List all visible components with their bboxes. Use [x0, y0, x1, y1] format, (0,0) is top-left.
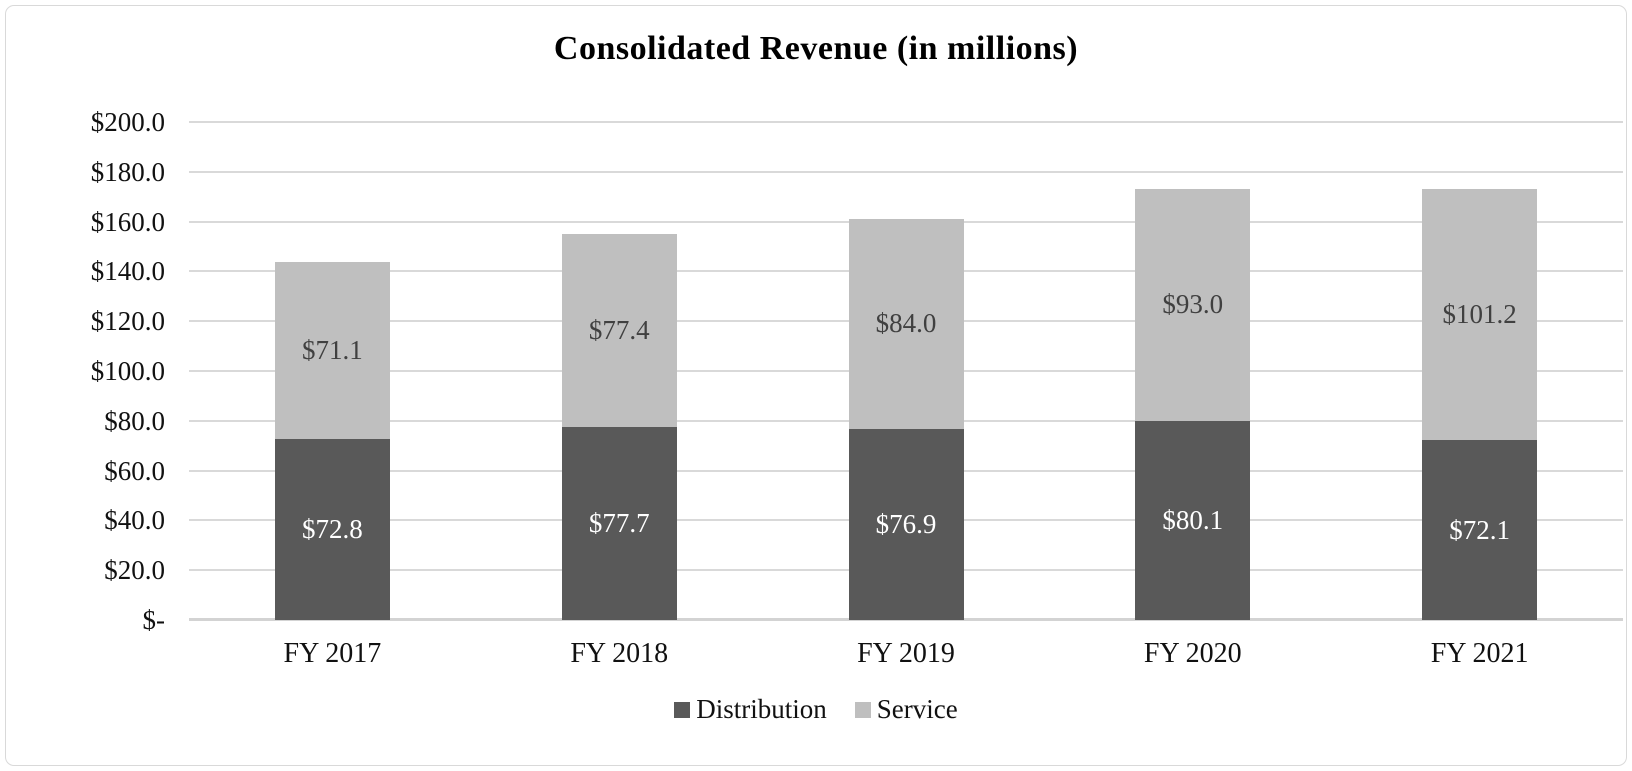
legend-swatch-service-icon	[855, 702, 871, 718]
y-tick-label: $40.0	[104, 505, 165, 536]
x-tick-label: FY 2018	[570, 638, 669, 669]
y-tick-label: $-	[142, 605, 165, 635]
y-tick-label: $20.0	[104, 555, 165, 586]
legend-label: Service	[876, 694, 958, 724]
bar-label: $101.2	[1442, 298, 1517, 329]
bar-label: $84.0	[875, 308, 937, 339]
bar-fy-2021	[1422, 189, 1537, 621]
legend-item-service	[855, 694, 958, 725]
legend	[0, 694, 1632, 725]
x-tick-label: FY 2019	[857, 638, 955, 669]
legend-label: Distribution	[696, 694, 827, 724]
bar-fy-2017	[275, 262, 390, 620]
bar-label: $71.1	[302, 334, 363, 365]
bar-label: $77.7	[588, 507, 650, 538]
y-tick-label: $100.0	[90, 356, 165, 386]
bar-segment-distribution	[1135, 421, 1250, 620]
x-tick-label: FY 2020	[1143, 638, 1242, 669]
gridline	[189, 171, 1623, 173]
bar-segment-distribution	[562, 427, 677, 620]
bar-label: $72.8	[302, 513, 363, 544]
y-tick-label: $140.0	[90, 256, 165, 287]
y-tick-label: $120.0	[90, 306, 165, 337]
bar-label: $72.1	[1449, 514, 1510, 545]
bar-label: $77.4	[588, 314, 650, 345]
bar-label: $93.0	[1162, 289, 1224, 320]
plot-area	[189, 122, 1623, 620]
bar-fy-2019	[849, 219, 964, 620]
y-tick-label: $180.0	[90, 156, 165, 187]
y-tick-label: $160.0	[90, 206, 165, 237]
bar-fy-2020	[1135, 189, 1250, 620]
legend-item-distribution	[674, 694, 827, 725]
bar-label: $80.1	[1162, 504, 1224, 535]
gridline	[189, 121, 1623, 123]
bar-segment-service	[1135, 189, 1250, 421]
bar-segment-service	[849, 219, 964, 428]
bar-fy-2018	[562, 234, 677, 620]
bar-segment-service	[1422, 189, 1537, 441]
bar-segment-distribution	[275, 439, 390, 620]
x-tick-label: FY 2021	[1430, 638, 1529, 669]
bar-segment-distribution	[1422, 440, 1537, 620]
y-tick-label: $80.0	[104, 405, 165, 436]
y-tick-label: $200.0	[90, 107, 165, 137]
x-tick-label: FY 2017	[283, 638, 382, 669]
legend-swatch-distribution-icon	[674, 702, 690, 718]
bar-segment-distribution	[849, 429, 964, 620]
bar-label: $76.9	[875, 508, 937, 539]
bar-segment-service	[275, 262, 390, 439]
chart-title: Consolidated Revenue (in millions)	[553, 30, 1079, 67]
bar-segment-service	[562, 234, 677, 427]
y-tick-label: $60.0	[104, 455, 165, 486]
